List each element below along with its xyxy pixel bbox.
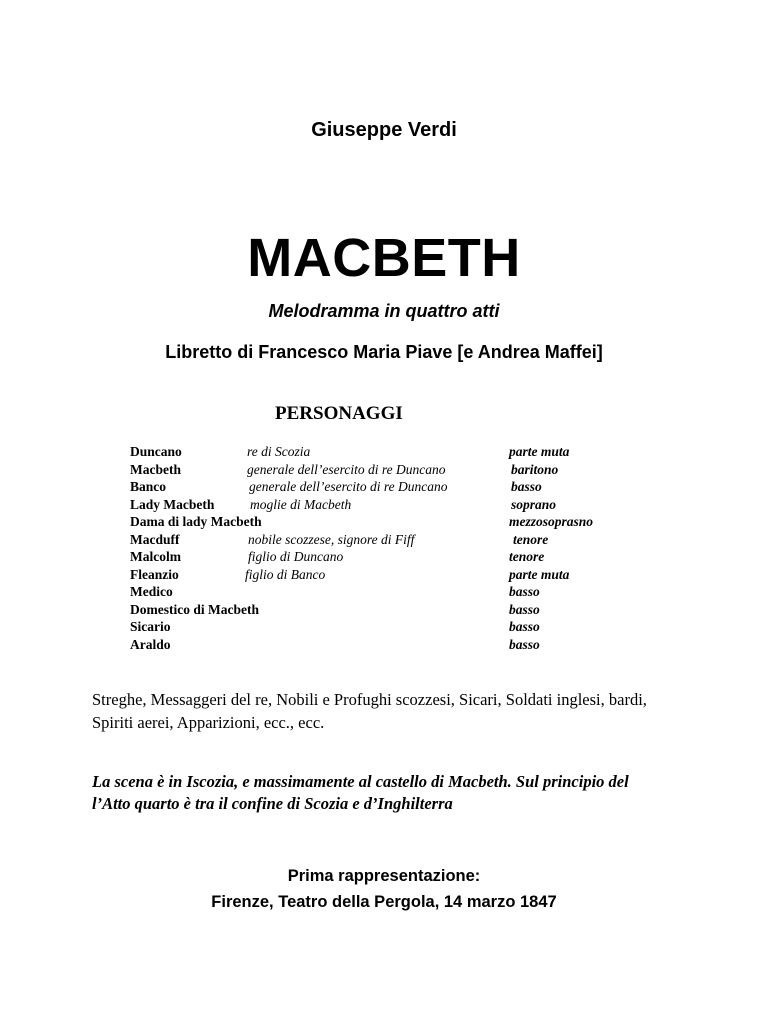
character-name: Fleanzio — [130, 566, 179, 582]
character-name: Macduff — [130, 531, 180, 547]
voice-type: parte muta — [509, 444, 570, 459]
cast-row — [130, 478, 650, 496]
chorus-list — [92, 688, 712, 734]
voice-type: basso — [509, 601, 540, 617]
cast-row — [130, 566, 650, 584]
voice-type: basso — [511, 479, 542, 494]
scene-setting — [92, 771, 722, 815]
character-name: Lady Macbeth — [130, 496, 215, 512]
cast-row — [130, 496, 650, 514]
cast-row — [130, 548, 650, 566]
setting-line: l’Atto quarto è tra il confine di Scozia e d’Inghilterra — [92, 794, 453, 813]
cast-row — [130, 601, 650, 619]
voice-type: mezzosoprasno — [509, 514, 594, 529]
cast-row — [130, 618, 650, 636]
cast-list — [130, 443, 650, 653]
character-name: Banco — [130, 479, 167, 494]
cast-row — [130, 531, 650, 549]
character-name: Malcolm — [130, 549, 181, 564]
opera-subtitle: Melodramma in quattro atti — [268, 301, 500, 321]
character-name: Medico — [130, 584, 173, 599]
composer-name: Giuseppe Verdi — [311, 119, 457, 141]
character-name: Macbeth — [130, 461, 181, 477]
voice-type: parte muta — [509, 566, 570, 582]
cast-row — [130, 583, 650, 601]
character-description: generale dell’esercito di re Duncano — [249, 479, 448, 494]
character-name: Sicario — [130, 619, 171, 634]
voice-type: basso — [509, 619, 540, 634]
voice-type: tenore — [513, 531, 549, 547]
cast-row — [130, 636, 650, 654]
character-description: figlio di Banco — [245, 566, 326, 582]
setting-line: La scena è in Iscozia, e massimamente al castello di Macbeth. Sul principio del — [92, 772, 629, 791]
character-description: moglie di Macbeth — [250, 496, 352, 512]
voice-type: basso — [509, 636, 540, 652]
voice-type: baritono — [511, 461, 559, 477]
cast-row — [130, 513, 650, 531]
voice-type: basso — [509, 584, 540, 599]
premiere-label: Prima rappresentazione: — [287, 867, 481, 885]
premiere-place: Firenze, Teatro della Pergola, 14 marzo 1847 — [211, 893, 557, 911]
character-description: figlio di Duncano — [248, 549, 344, 564]
voice-type: soprano — [511, 496, 557, 512]
voice-type: tenore — [509, 549, 545, 564]
character-name: Domestico di Macbeth — [130, 601, 259, 617]
opera-title: MACBETH — [247, 228, 521, 288]
chorus-line: Streghe, Messaggeri del re, Nobili e Profughi scozzesi, Sicari, Soldati inglesi, bardi, — [92, 690, 647, 709]
chorus-line: Spiriti aerei, Apparizioni, ecc., ecc. — [92, 713, 325, 732]
character-name: Duncano — [130, 444, 182, 459]
character-name: Dama di lady Macbeth — [130, 514, 262, 529]
cast-row — [130, 443, 650, 461]
cast-row — [130, 461, 650, 479]
librettist-line: Libretto di Francesco Maria Piave [e Andrea Maffei] — [165, 342, 603, 362]
character-name: Araldo — [130, 636, 171, 652]
character-description: nobile scozzese, signore di Fiff — [248, 531, 415, 547]
character-description: generale dell’esercito di re Duncano — [247, 461, 446, 477]
character-description: re di Scozia — [247, 444, 311, 459]
cast-heading: PERSONAGGI — [275, 403, 403, 424]
